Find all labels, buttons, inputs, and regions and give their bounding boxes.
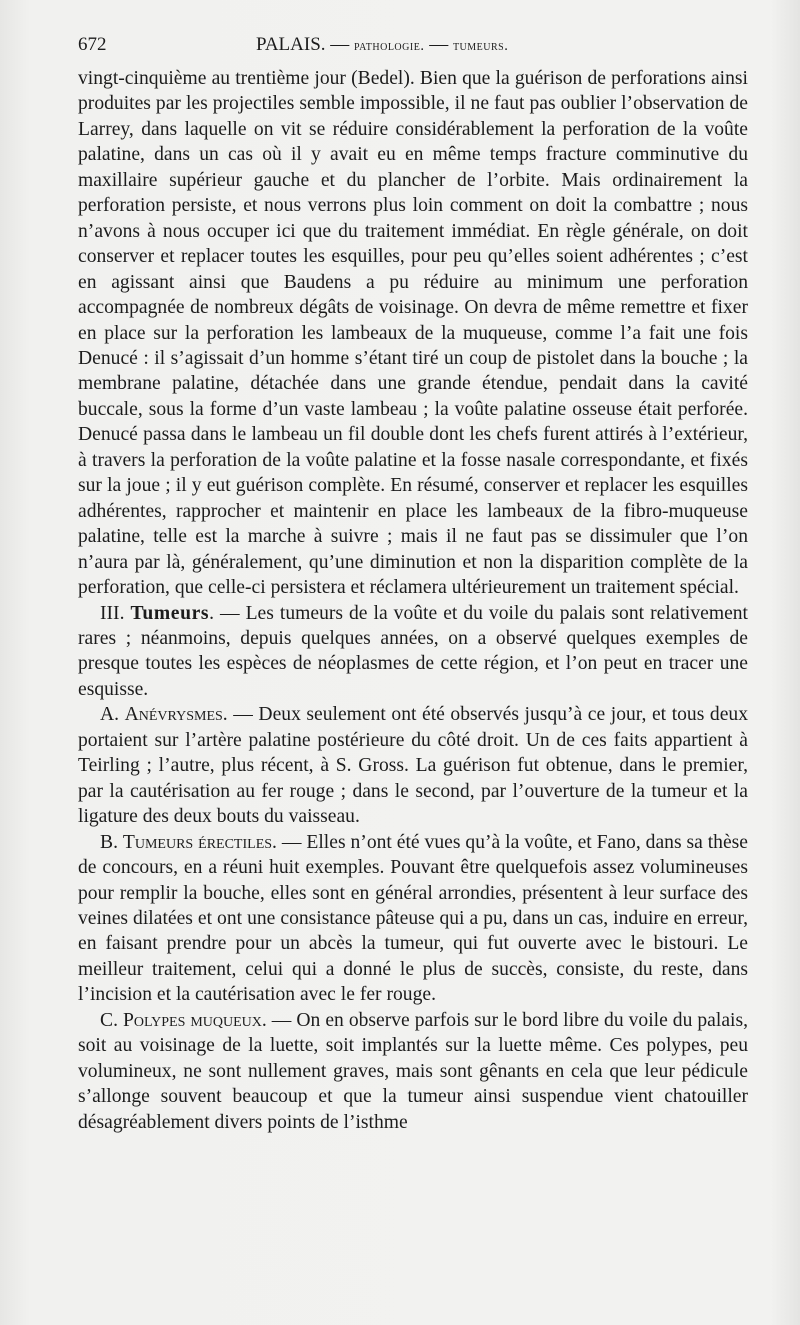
subsection-heading: Tumeurs érectiles.	[122, 831, 277, 853]
body-text	[78, 66, 748, 1135]
paragraph-tumeurs-erectiles	[78, 830, 748, 1008]
running-head-separator: —	[424, 34, 453, 55]
paragraph-text: — Deux seulement ont été observés jusqu’à ce jour, et tous deux portaient sur l’artère palatine postérieure du côté droit. Un de ces faits appartient à Teirling ; l’autre, plus récent, à S. Gross. La guérison fut obtenue, dans le premier, par la cautérisation au fer rouge ; dans le second, par l’ouverture de la tumeur et la ligature des deux bouts du vaisseau.	[78, 704, 749, 828]
subsection-letter: B.	[100, 831, 123, 853]
running-head	[256, 34, 508, 56]
running-head-section: pathologie.	[354, 38, 425, 54]
running-head-title: PALAIS.	[256, 34, 326, 55]
section-number: III.	[100, 602, 131, 624]
paragraph-text: — On en observe parfois sur le bord libre du voile du palais, soit au voisinage de la luette, soit implantés sur la luette même. Ces polypes, peu volumineux, ne sont nullement graves, mais sont gênants en cela que leur pédicule s’allonge souvent beaucoup et que la tumeur ainsi suspendue vient chatouiller désagréablement divers points de l’isthme	[78, 1009, 748, 1133]
subsection-heading: Polypes muqueux.	[122, 1009, 267, 1031]
paragraph-tumeurs	[78, 601, 748, 703]
subsection-heading: Anévrysmes.	[124, 704, 228, 726]
paragraph-text: — Elles n’ont été vues qu’à la voûte, et Fano, dans sa thèse de concours, en a réuni huit exemples. Pouvant être quelquefois assez volumineuses pour remplir la bouche, elles sont en général arrondies, présentent à leur surface des veines dilatées et ont une consistance pâteuse qui a pu, dans un cas, induire en erreur, en faisant prendre pour un abcès la tumeur, qui fut ouverte avec le bistouri. Le meilleur traitement, celui qui a donné le plus de succès, consiste, du reste, dans l’incision et la cautérisation avec le fer rouge.	[78, 831, 749, 1006]
subsection-letter: A.	[100, 704, 125, 726]
page-number: 672	[78, 34, 107, 55]
paragraph-anevrysmes	[78, 702, 748, 829]
page-header	[78, 34, 748, 58]
paragraph-polypes-muqueux	[78, 1008, 748, 1135]
subsection-letter: C.	[100, 1009, 123, 1031]
paragraph-text: . — Les tumeurs de la voûte et du voile du palais sont relativement rares ; néanmoins, depuis quelques années, on a observé quelques exemples de presque toutes les espèces de néoplasmes de cette région, et l’on peut en tracer une esquisse.	[78, 602, 749, 700]
running-head-subsection: tumeurs.	[452, 38, 509, 54]
paragraph-continuation: vingt-cinquième au trentième jour (Bedel). Bien que la guérison de perforations ainsi produites par les projectiles semble impossible, il ne faut pas oublier l’observation de Larrey, dans laquelle on vit se réduire considérablement la perforation de la voûte palatine, dans un cas où il y avait eu en même temps fracture comminutive du maxillaire supérieur gauche et du plancher de l’orbite. Mais ordinairement la perforation persiste, et nous verrons plus loin comment on doit la combattre ; nous n’avons à nous occuper ici que du traitement immédiat. En règle générale, on doit conserver et replacer toutes les esquilles, pour peu qu’elles soient adhérentes ; c’est en agissant ainsi que Baudens a pu réduire au minimum une perforation accompagnée de nombreux dégâts de voisinage. On devra de même remettre et fixer en place sur la perforation les lambeaux de la muqueuse, comme l’a fait une fois Denucé : il s’agissait d’un homme s’étant tiré un coup de pistolet dans la bouche ; la membrane palatine, détachée dans une grande étendue, pendait dans la cavité buccale, sous la forme d’un vaste lambeau ; la voûte palatine osseuse était perforée. Denucé passa dans le lambeau un fil double dont les chefs furent attirés à l’extérieur, à travers la perforation de la voûte palatine et la fosse nasale correspondante, et fixés sur la joue ; il y eut guérison complète. En résumé, conserver et replacer les esquilles adhérentes, rapprocher et maintenir en place les lambeaux de la fibro-muqueuse palatine, telle est la marche à suivre ; mais il ne faut pas se dissimuler que l’on n’aura par là, généralement, qu’une diminution et non la disparition complète de la perforation, que celle-ci persistera et réclamera ultérieurement un traitement spécial.	[78, 68, 748, 599]
running-head-separator: —	[325, 34, 355, 55]
section-heading: Tumeurs	[130, 602, 210, 624]
